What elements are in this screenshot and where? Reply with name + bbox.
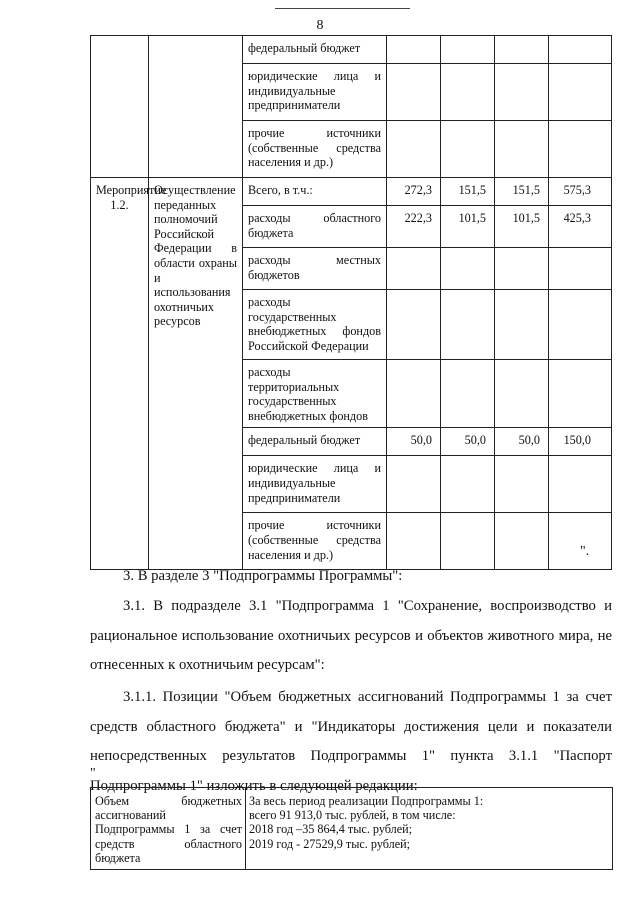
value-cell: 150,0 [549, 428, 612, 456]
value-cell [549, 36, 612, 64]
source-cell: расходы областного бюджета [243, 206, 387, 248]
source-cell: Всего, в т.ч.: [243, 178, 387, 206]
passport-value-cell [246, 788, 613, 870]
passport-table [90, 787, 613, 870]
source-cell: федеральный бюджет [243, 36, 387, 64]
paragraph-section-3: 3. В разделе 3 "Подпрограммы Программы": [123, 568, 403, 584]
event-id-cell [91, 36, 149, 178]
opening-quote: " [90, 766, 96, 781]
table-row [91, 36, 612, 64]
passport-line: 2019 год - 27529,9 тыс. рублей; [249, 836, 411, 851]
value-cell [441, 64, 495, 121]
passport-line: всего 91 913,0 тыс. рублей, в том числе: [249, 808, 456, 823]
value-cell: 50,0 [441, 428, 495, 456]
value-cell [549, 456, 612, 513]
value-cell: 101,5 [495, 206, 549, 248]
value-cell [441, 360, 495, 428]
source-cell: прочие источники (собственные средства населения и др.) [243, 121, 387, 178]
value-cell [495, 456, 549, 513]
paragraph-subsection-3-1: 3.1. В подразделе 3.1 "Подпрограмма 1 "Сохранение, воспроизводство и рациональное использование охотничьих ресурсов и объектов животного мира, не отнесенных к охотничьим ресурсам": [90, 598, 612, 673]
page-number: 8 [316, 18, 324, 33]
value-cell: 575,3 [549, 178, 612, 206]
closing-quote: ". [580, 544, 590, 559]
value-cell: 272,3 [387, 178, 441, 206]
value-cell [495, 248, 549, 290]
value-cell [549, 64, 612, 121]
paragraph-item-3-1-1: 3.1.1. Позиции "Объем бюджетных ассигнований Подпрограммы 1 за счет средств областного бюджета" и "Индикаторы достижения цели и показатели непосредственных результатов Подпрограммы 1" пункта 3.1.1 "Паспорт Подпрограммы 1" изложить в следующей редакции: [90, 689, 612, 794]
value-cell [549, 360, 612, 428]
funding-table [90, 35, 612, 570]
source-cell: юридические лица и индивидуальные предприниматели [243, 64, 387, 121]
source-cell: прочие источники (собственные средства населения и др.) [243, 513, 387, 570]
value-cell: 151,5 [441, 178, 495, 206]
value-cell [549, 248, 612, 290]
event-description-cell: Осуществление переданных полномочий Российской Федерации в области охраны и использования охотничьих ресурсов [149, 178, 243, 570]
event-id-cell: Мероприятие 1.2. [91, 178, 149, 570]
value-cell: 151,5 [495, 178, 549, 206]
passport-label-cell: Объем бюджетных ассигнований Подпрограммы 1 за счет средств областного бюджета [91, 788, 246, 870]
value-cell [495, 36, 549, 64]
source-cell: юридические лица и индивидуальные предприниматели [243, 456, 387, 513]
value-cell [441, 456, 495, 513]
value-cell [387, 360, 441, 428]
value-cell [441, 248, 495, 290]
value-cell [495, 290, 549, 360]
value-cell [495, 64, 549, 121]
table-row [91, 788, 613, 870]
value-cell [441, 121, 495, 178]
passport-line: За весь период реализации Подпрограммы 1: [249, 794, 484, 808]
value-cell [549, 290, 612, 360]
top-rule [275, 8, 410, 9]
value-cell [549, 121, 612, 178]
value-cell [387, 290, 441, 360]
value-cell: 50,0 [387, 428, 441, 456]
value-cell [441, 290, 495, 360]
source-cell: расходы государственных внебюджетных фондов Российской Федерации [243, 290, 387, 360]
passport-line: 2018 год –35 864,4 тыс. рублей; [249, 822, 413, 837]
source-cell: расходы территориальных государственных внебюджетных фондов [243, 360, 387, 428]
value-cell: 101,5 [441, 206, 495, 248]
source-cell: расходы местных бюджетов [243, 248, 387, 290]
value-cell [387, 36, 441, 64]
value-cell [495, 360, 549, 428]
event-description-cell [149, 36, 243, 178]
value-cell [441, 36, 495, 64]
value-cell [387, 121, 441, 178]
value-cell [387, 248, 441, 290]
value-cell: 222,3 [387, 206, 441, 248]
value-cell [387, 456, 441, 513]
value-cell [495, 121, 549, 178]
value-cell: 425,3 [549, 206, 612, 248]
value-cell: 50,0 [495, 428, 549, 456]
table-row [91, 178, 612, 206]
value-cell [387, 64, 441, 121]
source-cell: федеральный бюджет [243, 428, 387, 456]
